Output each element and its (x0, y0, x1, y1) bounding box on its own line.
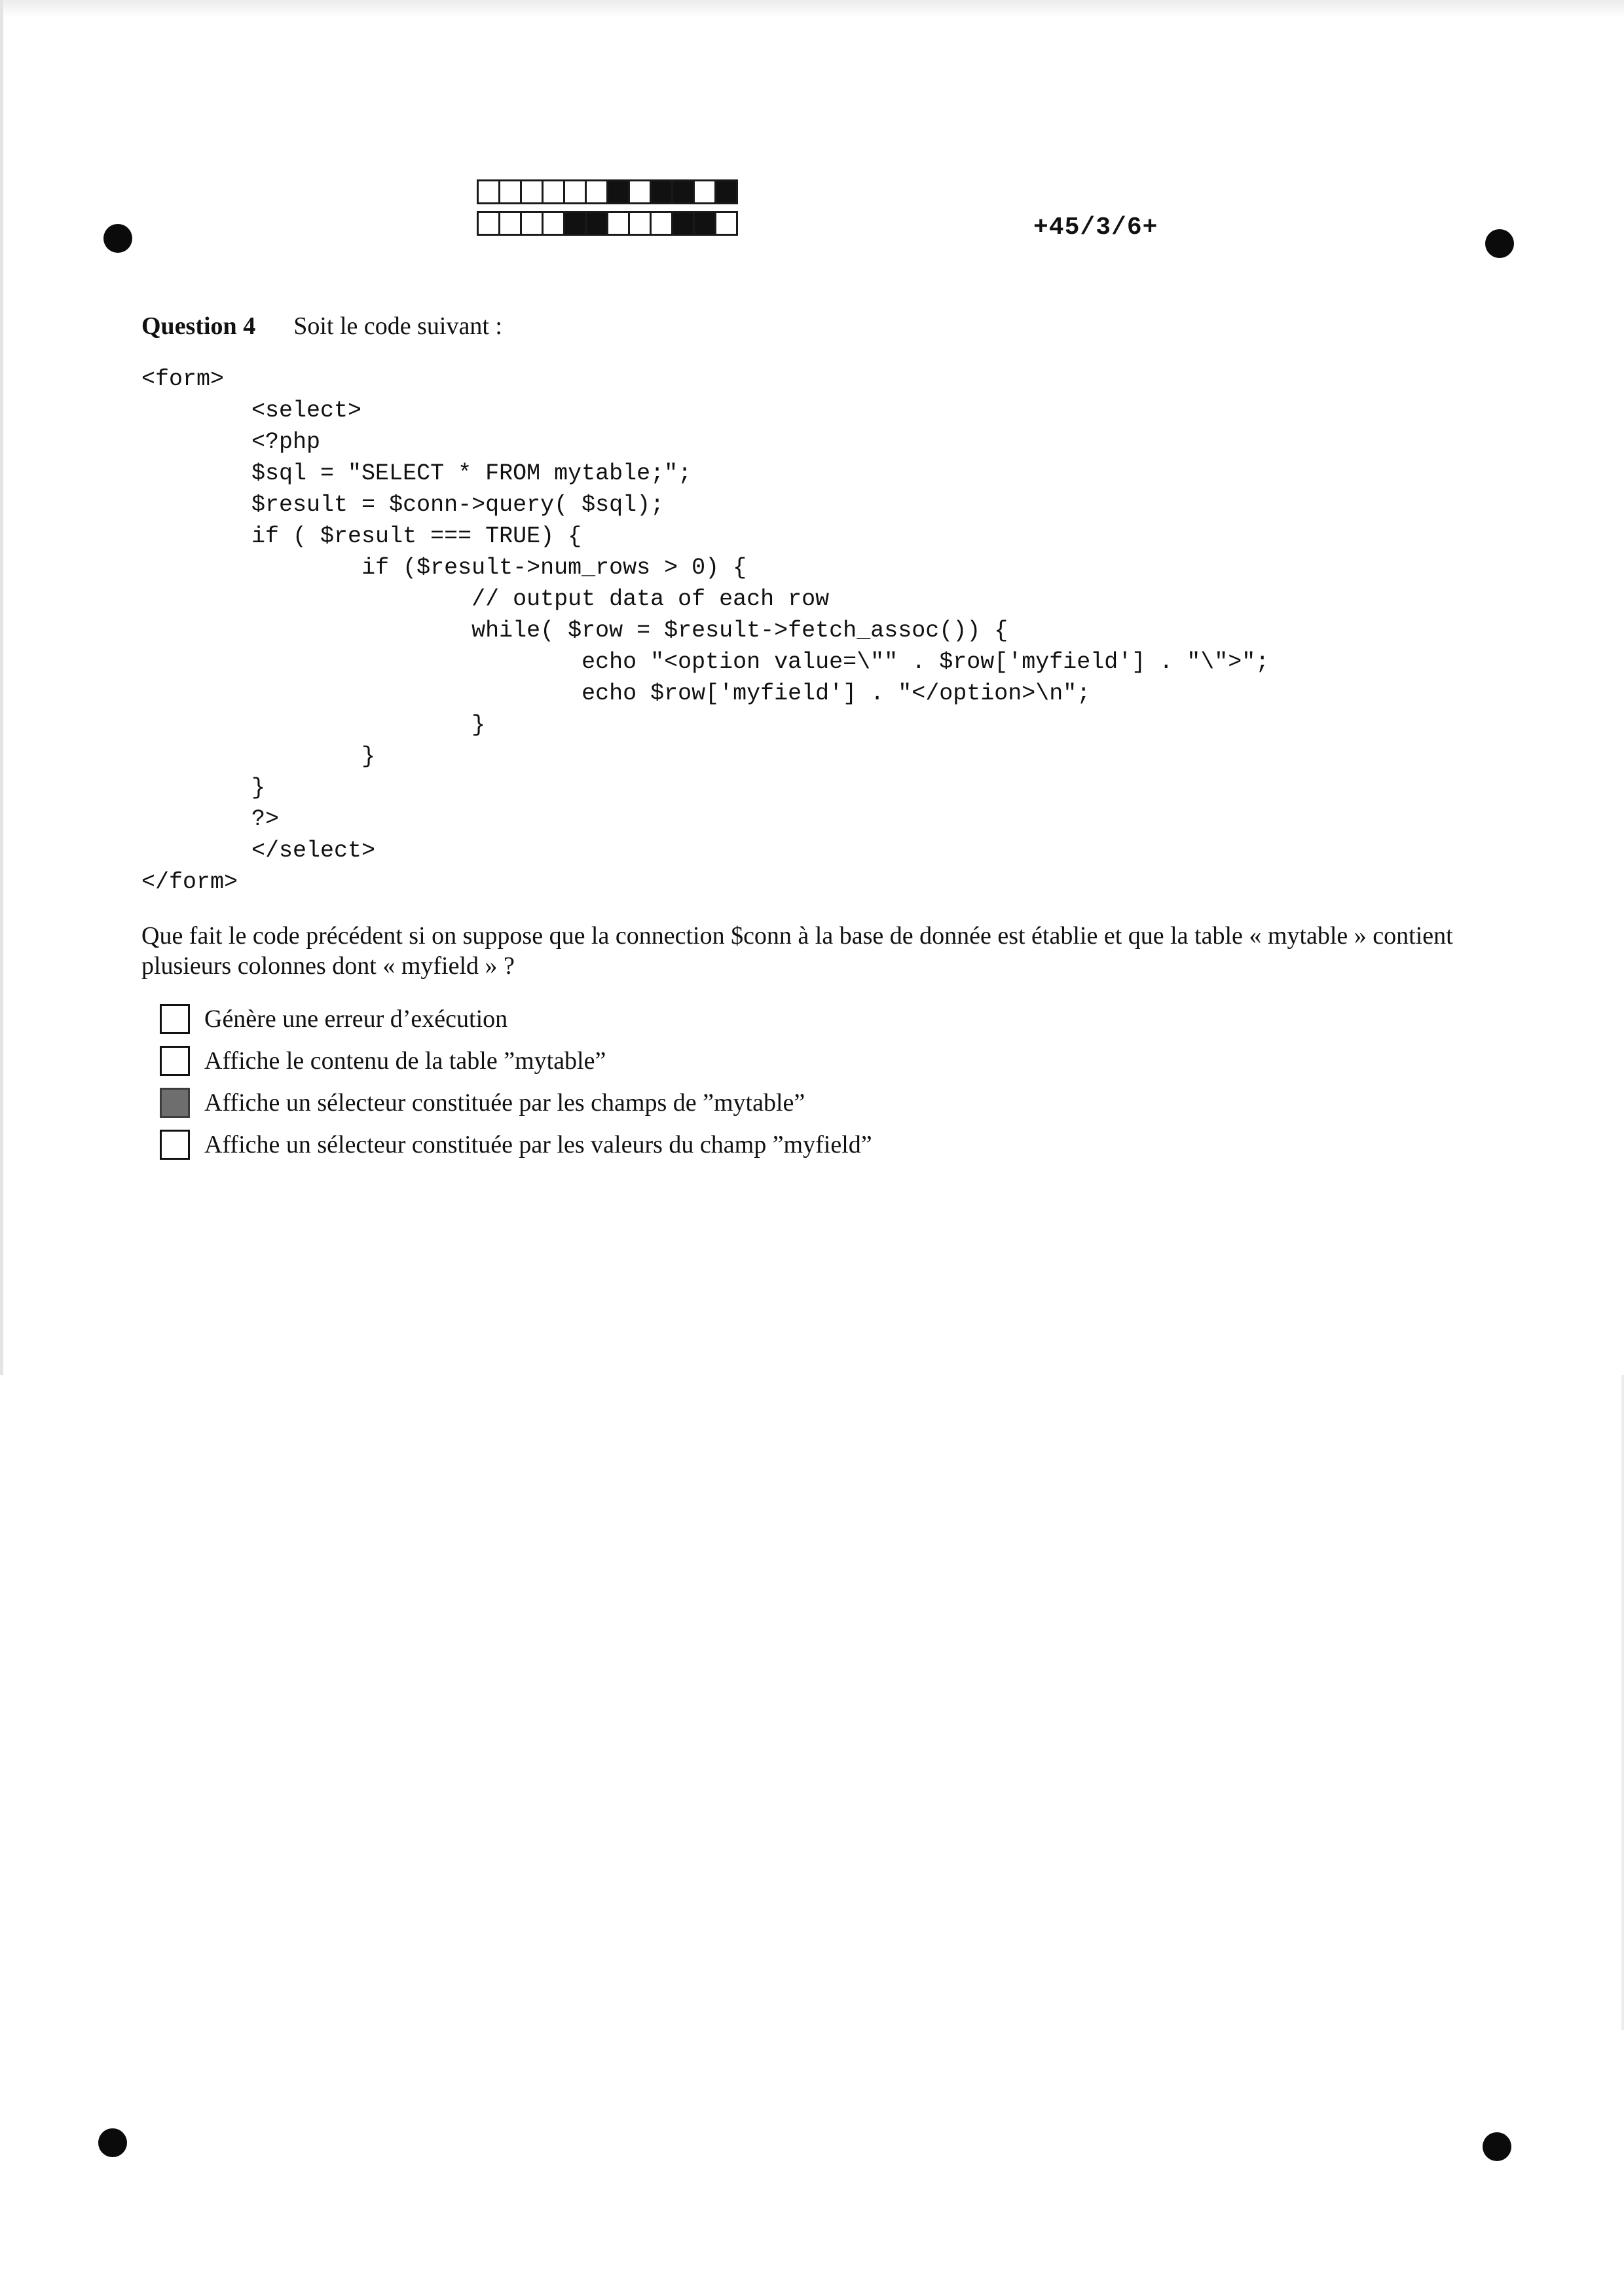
corner-marker-bottom-left (98, 2128, 127, 2157)
page-id: +45/3/6+ (1033, 213, 1158, 242)
question-title: Question 4 (141, 312, 256, 340)
answer-checkbox-checked[interactable] (160, 1088, 190, 1118)
answer-checkbox[interactable] (160, 1130, 190, 1160)
answer-label: Affiche un sélecteur constituée par les champs de ”mytable” (204, 1089, 805, 1117)
barcode-cell (693, 211, 716, 236)
answer-label: Affiche le contenu de la table ”mytable” (204, 1047, 606, 1075)
answer-option[interactable] (160, 1040, 872, 1082)
answer-option[interactable] (160, 998, 872, 1040)
corner-marker-bottom-right (1483, 2132, 1511, 2161)
corner-marker-top-left (103, 224, 132, 253)
barcode-cell (520, 179, 544, 204)
answer-option[interactable] (160, 1082, 872, 1124)
answer-label: Génère une erreur d’exécution (204, 1005, 508, 1033)
barcode-cell (477, 211, 500, 236)
barcode-cell (542, 179, 565, 204)
question-text: Que fait le code précédent si on suppose que la connection $conn à la base de donnée est établie et que la table « mytable » contient plusieurs colonnes dont « myfield » ? (141, 922, 1453, 980)
barcode-cell (628, 179, 652, 204)
barcode-cell (520, 211, 544, 236)
barcode-cell (714, 179, 738, 204)
barcode-cell (606, 179, 630, 204)
barcode-cell (714, 211, 738, 236)
barcode-cell (498, 179, 522, 204)
code-block: <form> <select> <?php $sql = "SELECT * FROM mytable;"; $result = $conn->query( $sql); if ( $result === TRUE) { if ($result->num_rows > 0) { // output data of each row while( $row = $result->fetch_assoc()) { echo "<option value=\"" . $row['myfield'] . "\">"; echo $row['myfield'] . "</option>\n"; } } } ?> </select> </form> (141, 366, 1270, 895)
barcode-cell (498, 211, 522, 236)
barcode-cell (477, 179, 500, 204)
scan-edge-right (1621, 1375, 1624, 2030)
barcode-row-bottom (477, 211, 736, 236)
barcode-row-top (477, 179, 736, 204)
barcode-cell (563, 179, 587, 204)
question-intro: Soit le code suivant : (293, 312, 502, 340)
answer-label: Affiche un sélecteur constituée par les valeurs du champ ”myfield” (204, 1131, 872, 1158)
barcode-cell (563, 211, 587, 236)
answer-checkbox[interactable] (160, 1046, 190, 1076)
answer-option[interactable] (160, 1124, 872, 1166)
barcode-cell (585, 211, 608, 236)
scan-edge-left (0, 0, 3, 1375)
barcode-cell (650, 211, 673, 236)
answer-checkbox[interactable] (160, 1004, 190, 1034)
barcode-cell (542, 211, 565, 236)
scan-edge-top (0, 0, 1624, 17)
barcode-cell (671, 211, 695, 236)
corner-marker-top-right (1485, 229, 1514, 258)
barcode-cell (650, 179, 673, 204)
question-header (141, 312, 502, 341)
barcode-cell (628, 211, 652, 236)
barcode-cell (585, 179, 608, 204)
answer-list (160, 998, 872, 1166)
barcode-cell (693, 179, 716, 204)
barcode-cell (606, 211, 630, 236)
barcode-cell (671, 179, 695, 204)
